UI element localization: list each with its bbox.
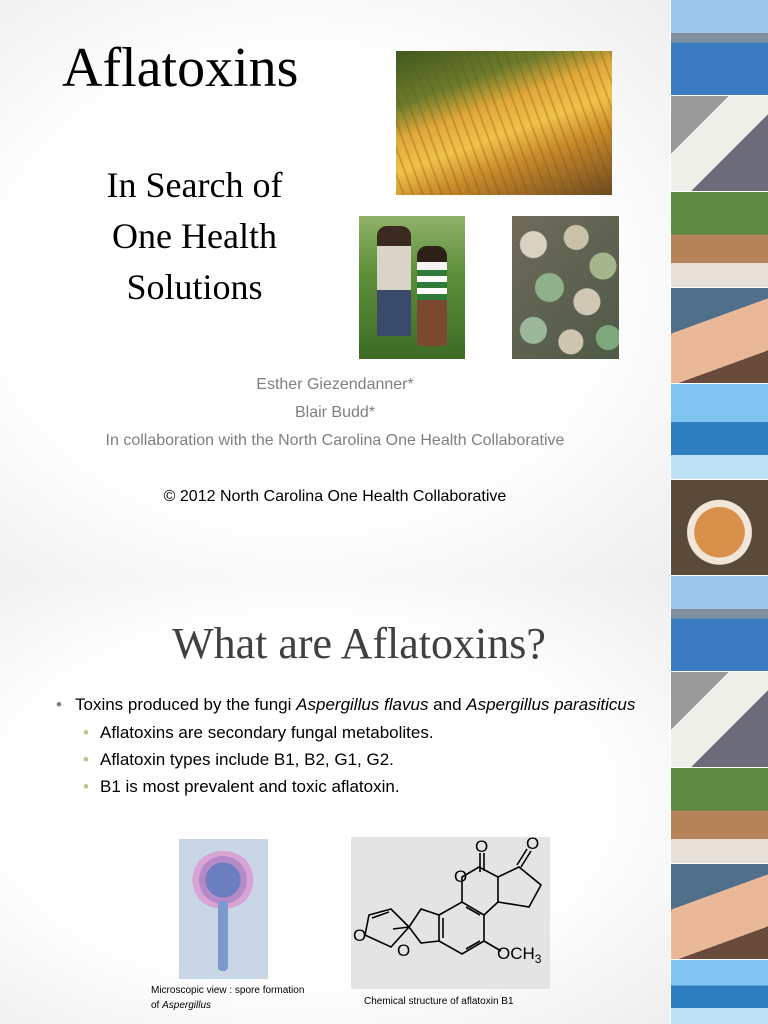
oxygen-label: O <box>475 837 489 856</box>
sub-bullet-text: B1 is most prevalent and toxic aflatoxin. <box>100 777 400 796</box>
micrograph-caption <box>151 983 311 1013</box>
cyclopentenone-ring <box>498 867 541 907</box>
aflatoxin-structure-diagram <box>351 837 550 989</box>
oxygen-label: O <box>526 837 540 853</box>
slide-title: Aflatoxins <box>62 37 299 99</box>
oxygen-label: O <box>353 926 367 945</box>
moldy-corn-photo <box>396 51 612 195</box>
author-name: Blair Budd* <box>294 404 376 421</box>
content-slide <box>0 578 670 1024</box>
subtitle-line: Solutions <box>126 267 263 307</box>
benzene-ring <box>439 902 484 954</box>
structure-caption: Chemical structure of aflatoxin B1 <box>364 996 514 1007</box>
species-name: Aspergillus flavus <box>296 695 429 714</box>
crane-bird-image <box>671 96 768 191</box>
methoxy-subscript: 3 <box>534 952 542 966</box>
bullet-text: and <box>428 695 467 714</box>
caption-text: Microscopic view : spore formation of <box>151 985 305 1011</box>
collaboration-note: In collaboration with the North Carolina One Health Collaborative <box>105 432 565 449</box>
lab-microscope-image <box>671 960 768 1024</box>
moldy-nuts-photo <box>512 216 619 359</box>
person-figure <box>377 226 411 336</box>
person-figure <box>417 246 447 346</box>
slide-subtitle <box>62 160 327 313</box>
bullet-item <box>56 694 636 716</box>
bullet-dot-icon: • <box>83 777 89 796</box>
bullet-dot-icon: • <box>56 695 62 714</box>
molecule-svg <box>351 837 550 989</box>
bullet-text: Toxins produced by the fungi <box>75 695 297 714</box>
field-workers-photo <box>359 216 465 359</box>
lab-microscope-image <box>671 384 768 479</box>
caption-species: Aspergillus <box>162 1000 212 1011</box>
lake-mountain-image <box>671 576 768 671</box>
aspergillus-micrograph <box>179 839 268 979</box>
sub-bullet-text: Aflatoxin types include B1, B2, G1, G2. <box>100 750 394 769</box>
cat-image <box>671 480 768 575</box>
farmer-cows-image <box>671 768 768 863</box>
bullet-dot-icon: • <box>83 750 89 769</box>
farmer-cows-image <box>671 192 768 287</box>
species-name: Aspergillus parasiticus <box>466 695 636 714</box>
furan-ring <box>409 909 439 943</box>
oxygen-label: O <box>397 941 411 960</box>
bullet-dot-icon: • <box>83 723 89 742</box>
sub-bullet-item <box>56 722 636 744</box>
title-slide <box>0 0 670 578</box>
sub-bullet-item <box>56 776 636 798</box>
methoxy-base: OCH <box>497 944 535 963</box>
methoxy-label <box>497 944 542 966</box>
copyright-notice: © 2012 North Carolina One Health Collaborative <box>163 488 507 505</box>
bullet-list <box>56 694 636 798</box>
slide-title: What are Aflatoxins? <box>172 619 546 668</box>
lake-mountain-image <box>671 0 768 95</box>
conidiophore-stalk <box>218 901 228 971</box>
author-name: Esther Giezendanner* <box>256 376 414 393</box>
subtitle-line: In Search of <box>106 165 283 205</box>
sub-bullet-text: Aflatoxins are secondary fungal metabolites. <box>100 723 434 742</box>
hand-salamander-image <box>671 288 768 383</box>
sub-bullet-item <box>56 749 636 771</box>
subtitle-line: One Health <box>112 216 277 256</box>
oxygen-label: O <box>454 867 468 886</box>
image-strip-sidebar <box>670 0 768 1024</box>
hand-salamander-image <box>671 864 768 959</box>
crane-bird-image <box>671 672 768 767</box>
